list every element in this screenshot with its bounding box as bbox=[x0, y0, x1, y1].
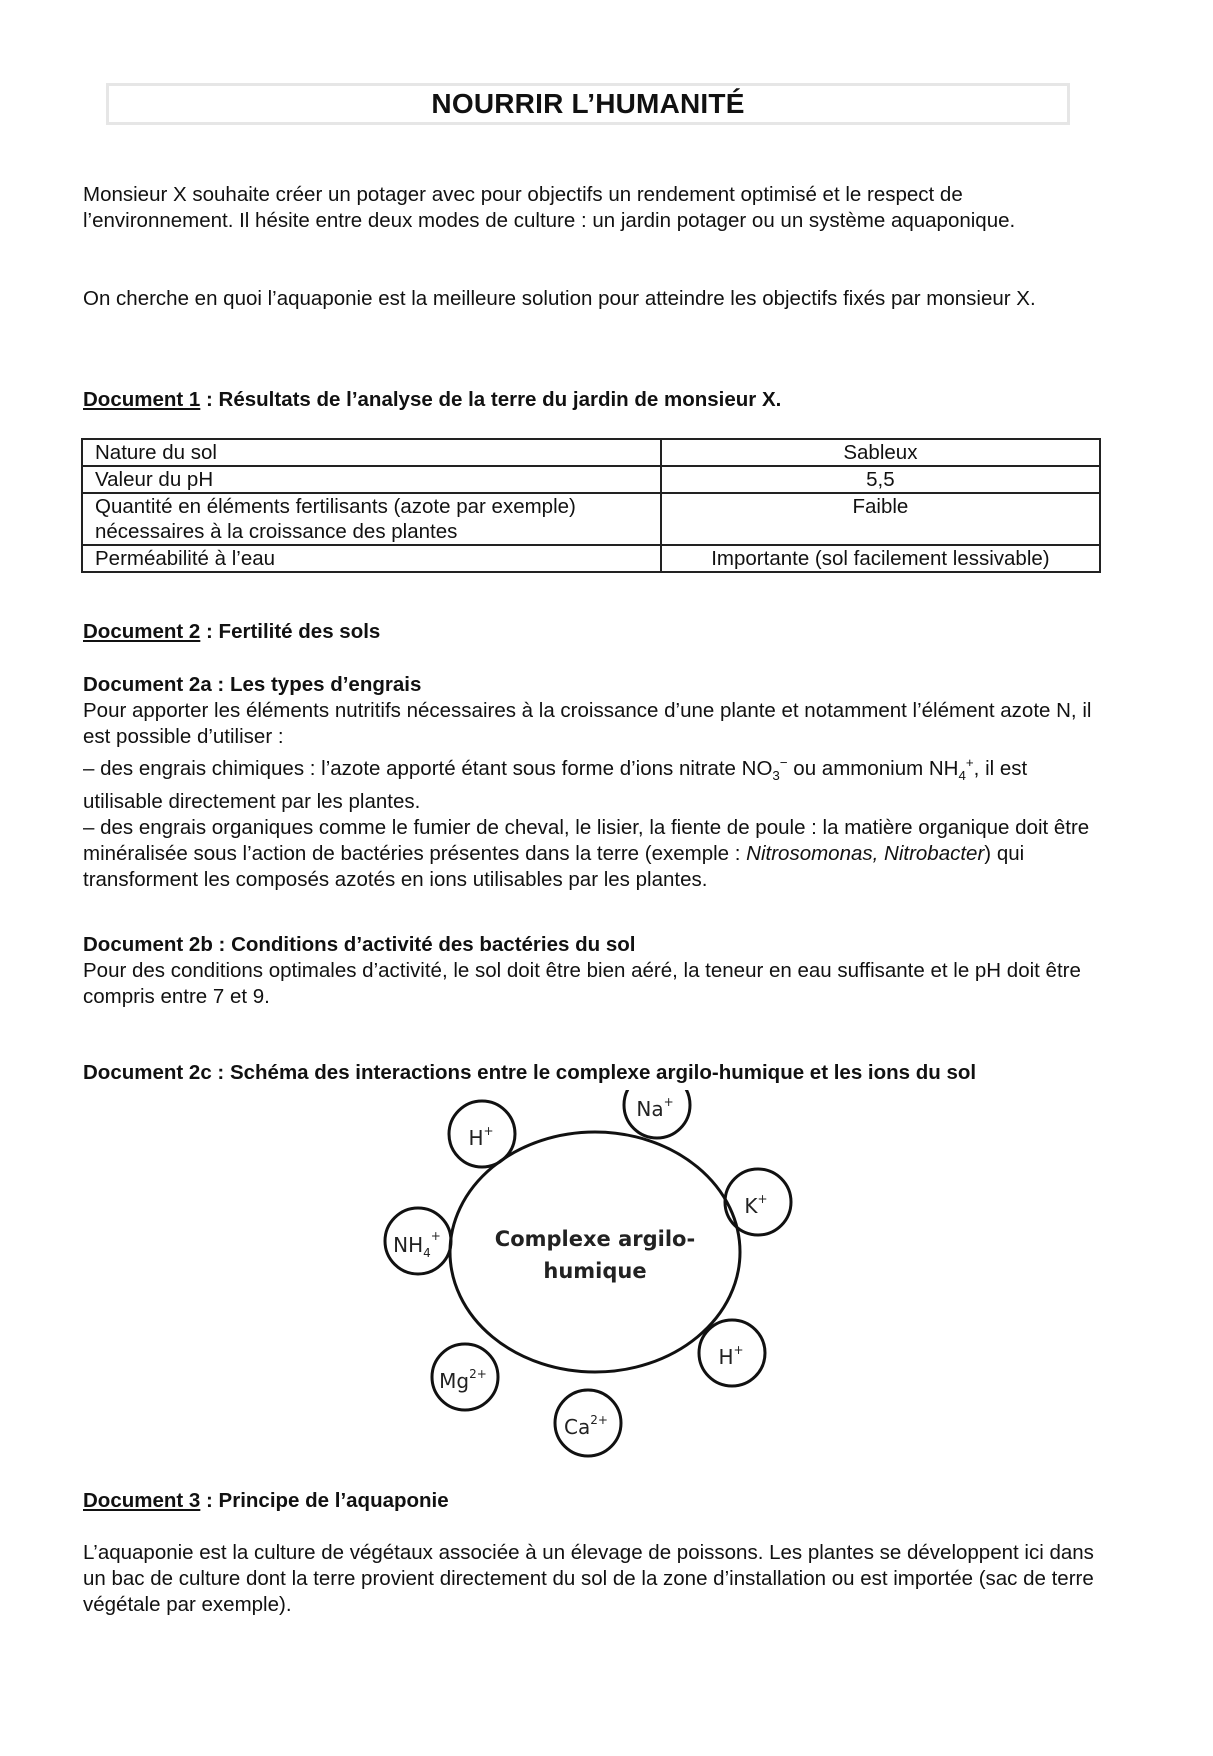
table-row bbox=[82, 466, 1100, 493]
intro-paragraph-1: Monsieur X souhaite créer un potager avec pour objectifs un rendement optimisé et le respect de l’environnement. Il hésite entre deux modes de culture : un jardin potager ou un système aquaponique. bbox=[83, 183, 1016, 232]
doc2a-p2-part2: ou ammonium NH bbox=[787, 756, 959, 780]
doc1-title: : Résultats de l’analyse de la terre du jardin de monsieur X. bbox=[200, 388, 782, 411]
doc1-label: Document 1 bbox=[83, 388, 201, 411]
doc1-heading bbox=[83, 387, 1103, 413]
ion-k: K+ bbox=[744, 1192, 768, 1218]
doc3-paragraph: L’aquaponie est la culture de végétaux associée à un élevage de poissons. Les plantes se développent ici dans un bac de culture dont la terre provient directement du sol de la zone d’installation ou est importée (sac de terre végétale par exemple). bbox=[83, 1541, 1094, 1616]
doc2a-body bbox=[83, 698, 1103, 893]
doc2-label: Document 2 bbox=[83, 620, 201, 643]
doc2a-p3-part1: – des engrais organiques comme le fumier de cheval, le lisier, la fiente de poule : la matière organique doit être minéralisée sous l’action de bactéries présentes dans la terre (exemple : bbox=[83, 815, 1090, 865]
table-row bbox=[82, 545, 1100, 572]
ion-h-top: H+ bbox=[468, 1124, 494, 1150]
table-cell-label: Valeur du pH bbox=[82, 466, 661, 493]
ion-mg: $Mg^{2+}$ bbox=[439, 1367, 487, 1393]
doc2a-heading: Document 2a : Les types d’engrais bbox=[83, 673, 422, 696]
doc2a-paragraph-2: – des engrais chimiques : l’azote apporté étant sous forme d’ions nitrate $NO_3^-$ ou ammonium $NH_4^+$, il est utilisable directement par les plantes. bbox=[83, 755, 1028, 813]
table-row bbox=[82, 439, 1100, 466]
ion-ca: $Ca^{2+}$ bbox=[564, 1413, 608, 1439]
table-cell-label: Nature du sol bbox=[82, 439, 661, 466]
table-row bbox=[82, 493, 1100, 545]
doc2-title: : Fertilité des sols bbox=[200, 620, 381, 643]
diagram-svg bbox=[375, 1090, 815, 1470]
doc2a-p2-part1: – des engrais chimiques : l’azote apporté étant sous forme d’ions nitrate NO bbox=[83, 756, 773, 780]
doc3-heading bbox=[83, 1488, 1103, 1514]
table-cell-value: Sableux bbox=[661, 439, 1100, 466]
table-cell-label: Quantité en éléments fertilisants (azote par exemple) nécessaires à la croissance des plantes bbox=[82, 493, 661, 545]
complex-label-line1: Complexe argilo- bbox=[494, 1227, 696, 1251]
doc2a-paragraph-3 bbox=[83, 815, 1103, 893]
doc2b-paragraph: Pour des conditions optimales d’activité, le sol doit être bien aéré, la teneur en eau suffisante et le pH doit être compris entre 7 et 9. bbox=[83, 959, 1081, 1008]
table-cell-value: 5,5 bbox=[661, 466, 1100, 493]
table-cell-value: Importante (sol facilement lessivable) bbox=[661, 545, 1100, 572]
doc2c-heading: Document 2c : Schéma des interactions entre le complexe argilo-humique et les ions du sol bbox=[83, 1061, 977, 1084]
title-box bbox=[106, 83, 1070, 125]
doc2b-heading: Document 2b : Conditions d’activité des bactéries du sol bbox=[83, 933, 636, 956]
doc2-heading bbox=[83, 619, 1103, 645]
page-title: NOURRIR L’HUMANITÉ bbox=[431, 88, 745, 119]
doc2a-p3-part2: ) qui transforment les composés azotés en ions utilisables par les plantes. bbox=[83, 841, 1025, 891]
complex-label-line2: humique bbox=[543, 1259, 647, 1283]
doc3-label: Document 3 bbox=[83, 1489, 201, 1512]
intro-paragraph-2: On cherche en quoi l’aquaponie est la meilleure solution pour atteindre les objectifs fixés par monsieur X. bbox=[83, 287, 1036, 310]
doc2a-p2-part3: , il est utilisable directement par les plantes. bbox=[83, 756, 1028, 813]
table-cell-label: Perméabilité à l’eau bbox=[82, 545, 661, 572]
doc2a-paragraph-1: Pour apporter les éléments nutritifs nécessaires à la croissance d’une plante et notamment l’élément azote N, il est possible d’utiliser : bbox=[83, 699, 1092, 748]
ion-nh4: $NH_4^+$ bbox=[393, 1229, 441, 1260]
bacteria-names: Nitrosomonas, Nitrobacter bbox=[746, 841, 985, 865]
doc3-title: : Principe de l’aquaponie bbox=[200, 1489, 449, 1512]
complex-ellipse bbox=[450, 1132, 740, 1372]
clay-humus-diagram bbox=[375, 1090, 815, 1470]
ion-h-bottom: H+ bbox=[718, 1343, 744, 1369]
ion-na: Na+ bbox=[636, 1095, 674, 1121]
soil-analysis-table bbox=[81, 438, 1101, 573]
table-cell-value: Faible bbox=[661, 493, 1100, 545]
